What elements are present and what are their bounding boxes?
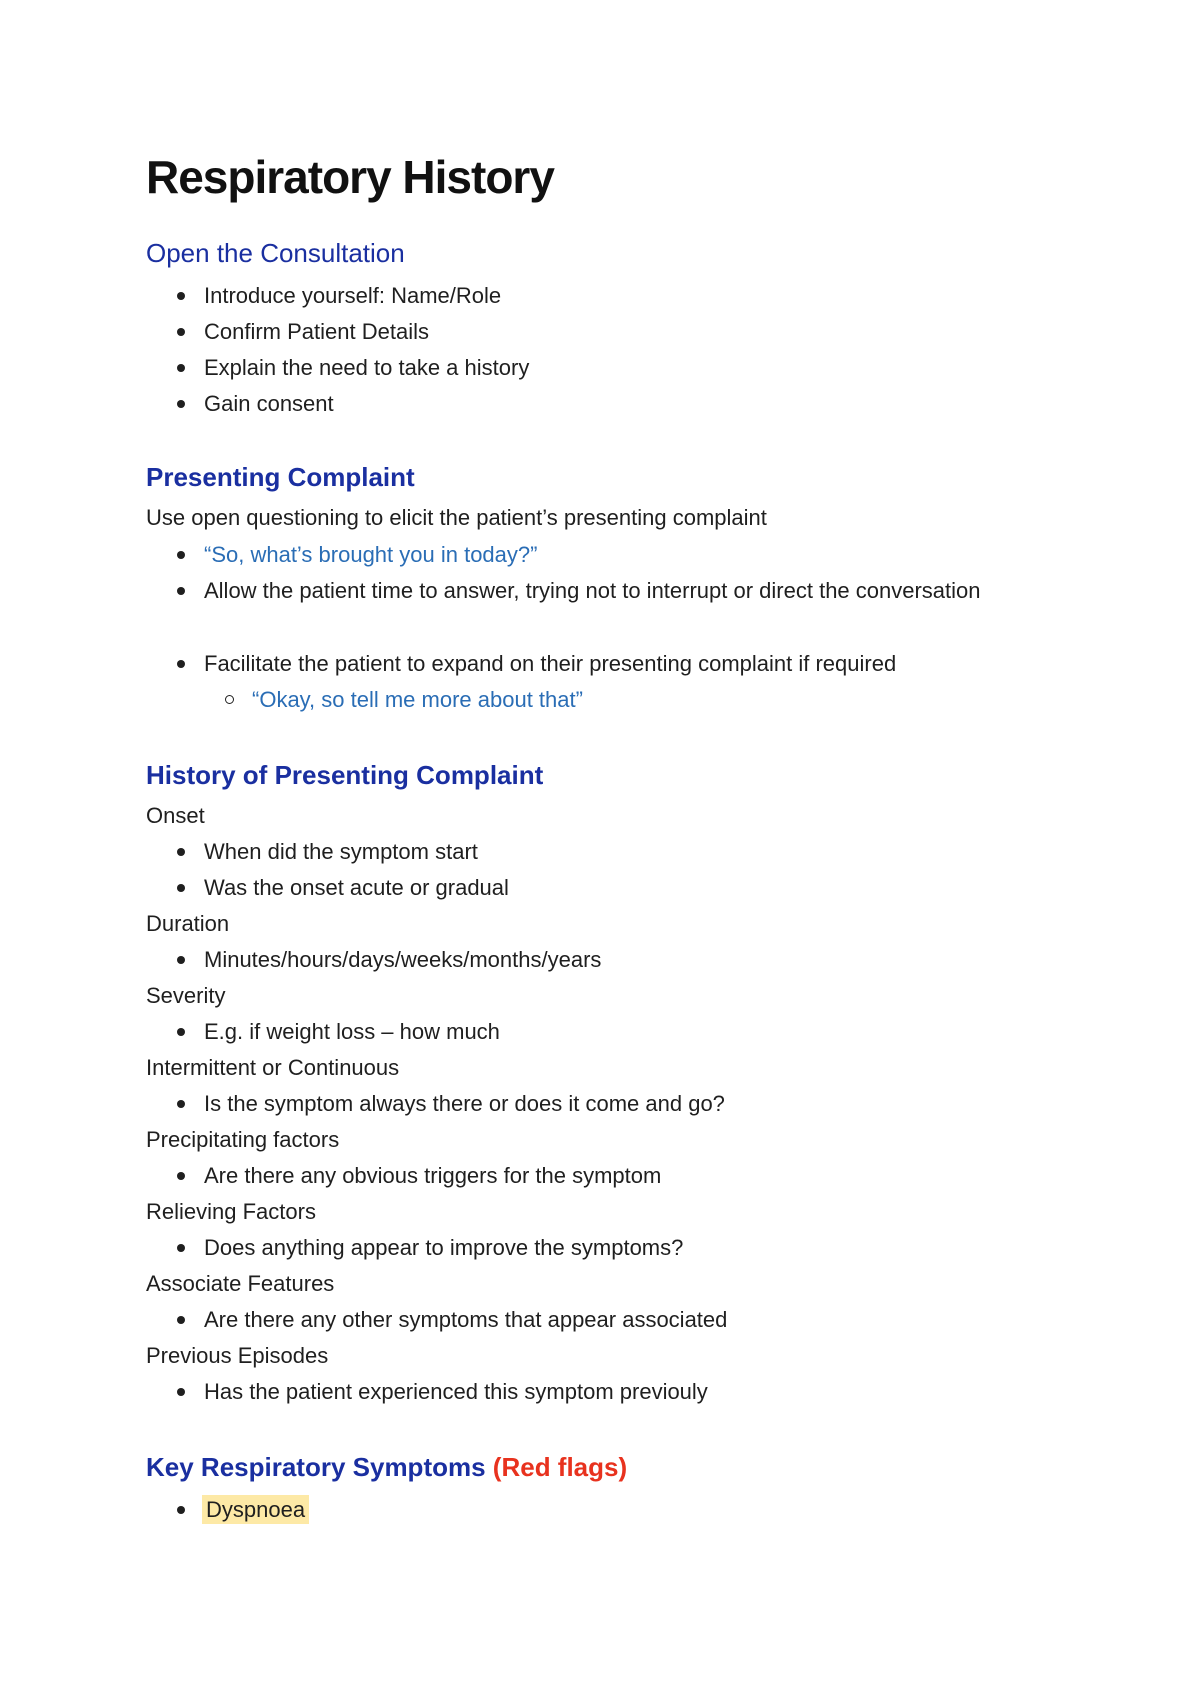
history-label-duration: Duration xyxy=(146,911,230,936)
list-item: E.g. if weight loss – how much xyxy=(204,1014,1024,1050)
history-label-precipitating: Precipitating factors xyxy=(146,1127,340,1152)
sub-list-item-quote: “Okay, so tell me more about that” xyxy=(252,682,583,718)
list-item: When did the symptom start xyxy=(204,834,1024,870)
page-title: Respiratory History xyxy=(146,151,554,203)
section-heading-presenting: Presenting Complaint xyxy=(146,462,415,492)
history-label-intermittent: Intermittent or Continuous xyxy=(146,1055,400,1080)
history-label-previous: Previous Episodes xyxy=(146,1343,329,1368)
history-label-onset: Onset xyxy=(146,803,205,828)
history-label-associate: Associate Features xyxy=(146,1271,335,1296)
history-label-severity: Severity xyxy=(146,983,226,1008)
presenting-intro: Use open questioning to elicit the patient’s presenting complaint xyxy=(146,505,767,530)
list-item: Is the symptom always there or does it come and go? xyxy=(204,1086,1024,1122)
list-item: Are there any obvious triggers for the symptom xyxy=(204,1158,1024,1194)
section-heading-history: History of Presenting Complaint xyxy=(146,760,544,790)
list-item: Introduce yourself: Name/Role xyxy=(204,278,1024,314)
list-item: Was the onset acute or gradual xyxy=(204,870,1024,906)
section-heading-key xyxy=(146,1452,627,1483)
history-label-relieving: Relieving Factors xyxy=(146,1199,316,1224)
list-item: Explain the need to take a history xyxy=(204,350,1024,386)
list-item: Are there any other symptoms that appear associated xyxy=(204,1302,1024,1338)
list-item-quote: “So, what’s brought you in today?” xyxy=(204,537,1024,573)
list-item xyxy=(204,1492,1024,1528)
list-item: Confirm Patient Details xyxy=(204,314,1024,350)
list-item: Gain consent xyxy=(204,386,1024,422)
highlighted-symptom: Dyspnoea xyxy=(202,1495,309,1524)
list-item: Has the patient experienced this symptom previouly xyxy=(204,1374,1024,1410)
list-item: Minutes/hours/days/weeks/months/years xyxy=(204,942,1024,978)
list-item: Allow the patient time to answer, trying not to interrupt or direct the conversation xyxy=(204,573,1024,609)
list-item: Does anything appear to improve the symptoms? xyxy=(204,1230,1024,1266)
section-heading-open: Open the Consultation xyxy=(146,238,405,268)
list-item: Facilitate the patient to expand on their presenting complaint if required xyxy=(204,646,1024,682)
red-flags-label: (Red flags) xyxy=(492,1452,628,1482)
key-heading-text: Key Respiratory Symptoms xyxy=(146,1452,486,1482)
